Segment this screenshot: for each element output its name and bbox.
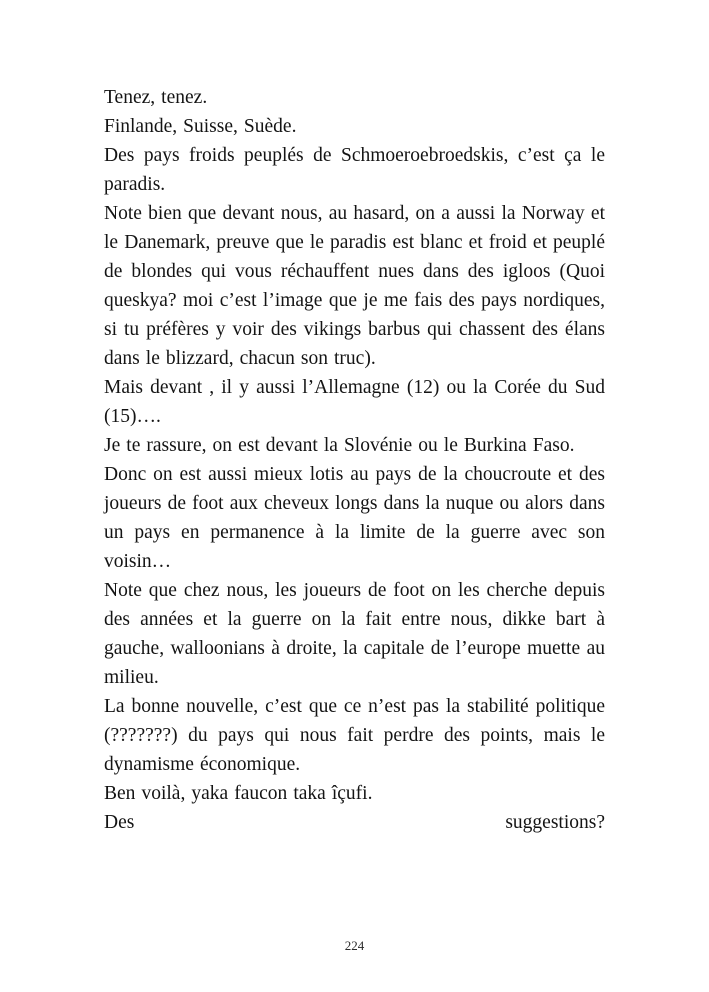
text-block xyxy=(104,83,605,837)
paragraph: Mais devant , il y aussi l’Allemagne (12) ou la Corée du Sud (15)…. xyxy=(104,377,605,427)
page-number: 224 xyxy=(344,938,365,953)
paragraph: Note que chez nous, les joueurs de foot on les cherche depuis des années et la guerre on la fait entre nous, dikke bart à gauche, walloonians à droite, la capitale de l’europe muette au milieu. xyxy=(104,580,605,688)
paragraph: La bonne nouvelle, c’est que ce n’est pas la stabilité politique (???????) du pays qui nous fait perdre des points, mais le dynamisme économique. xyxy=(104,696,605,775)
paragraph: Je te rassure, on est devant la Slovénie ou le Burkina Faso. xyxy=(104,435,575,456)
paragraph: Note bien que devant nous, au hasard, on a aussi la Norway et le Danemark, preuve que le paradis est blanc et froid et peuplé de blondes qui vous réchauffent nues dans des igloos (Quoi queskya? moi c’est l’image que je me fais des pays nordiques, si tu préfères y voir des vikings barbus qui chassent des élans dans le blizzard, chacun son truc). xyxy=(104,203,605,369)
paragraph: Ben voilà, yaka faucon taka îçufi. xyxy=(104,783,373,804)
paragraph-last-justified: Des suggestions? xyxy=(104,812,605,833)
paragraph: Finlande, Suisse, Suède. xyxy=(104,116,297,137)
paragraph: Des pays froids peuplés de Schmoeroebroedskis, c’est ça le paradis. xyxy=(104,145,605,195)
paragraph: Tenez, tenez. xyxy=(104,87,208,108)
paragraph: Donc on est aussi mieux lotis au pays de la choucroute et des joueurs de foot aux cheveux longs dans la nuque ou alors dans un pays en permanence à la limite de la guerre avec son voisin… xyxy=(104,464,605,572)
